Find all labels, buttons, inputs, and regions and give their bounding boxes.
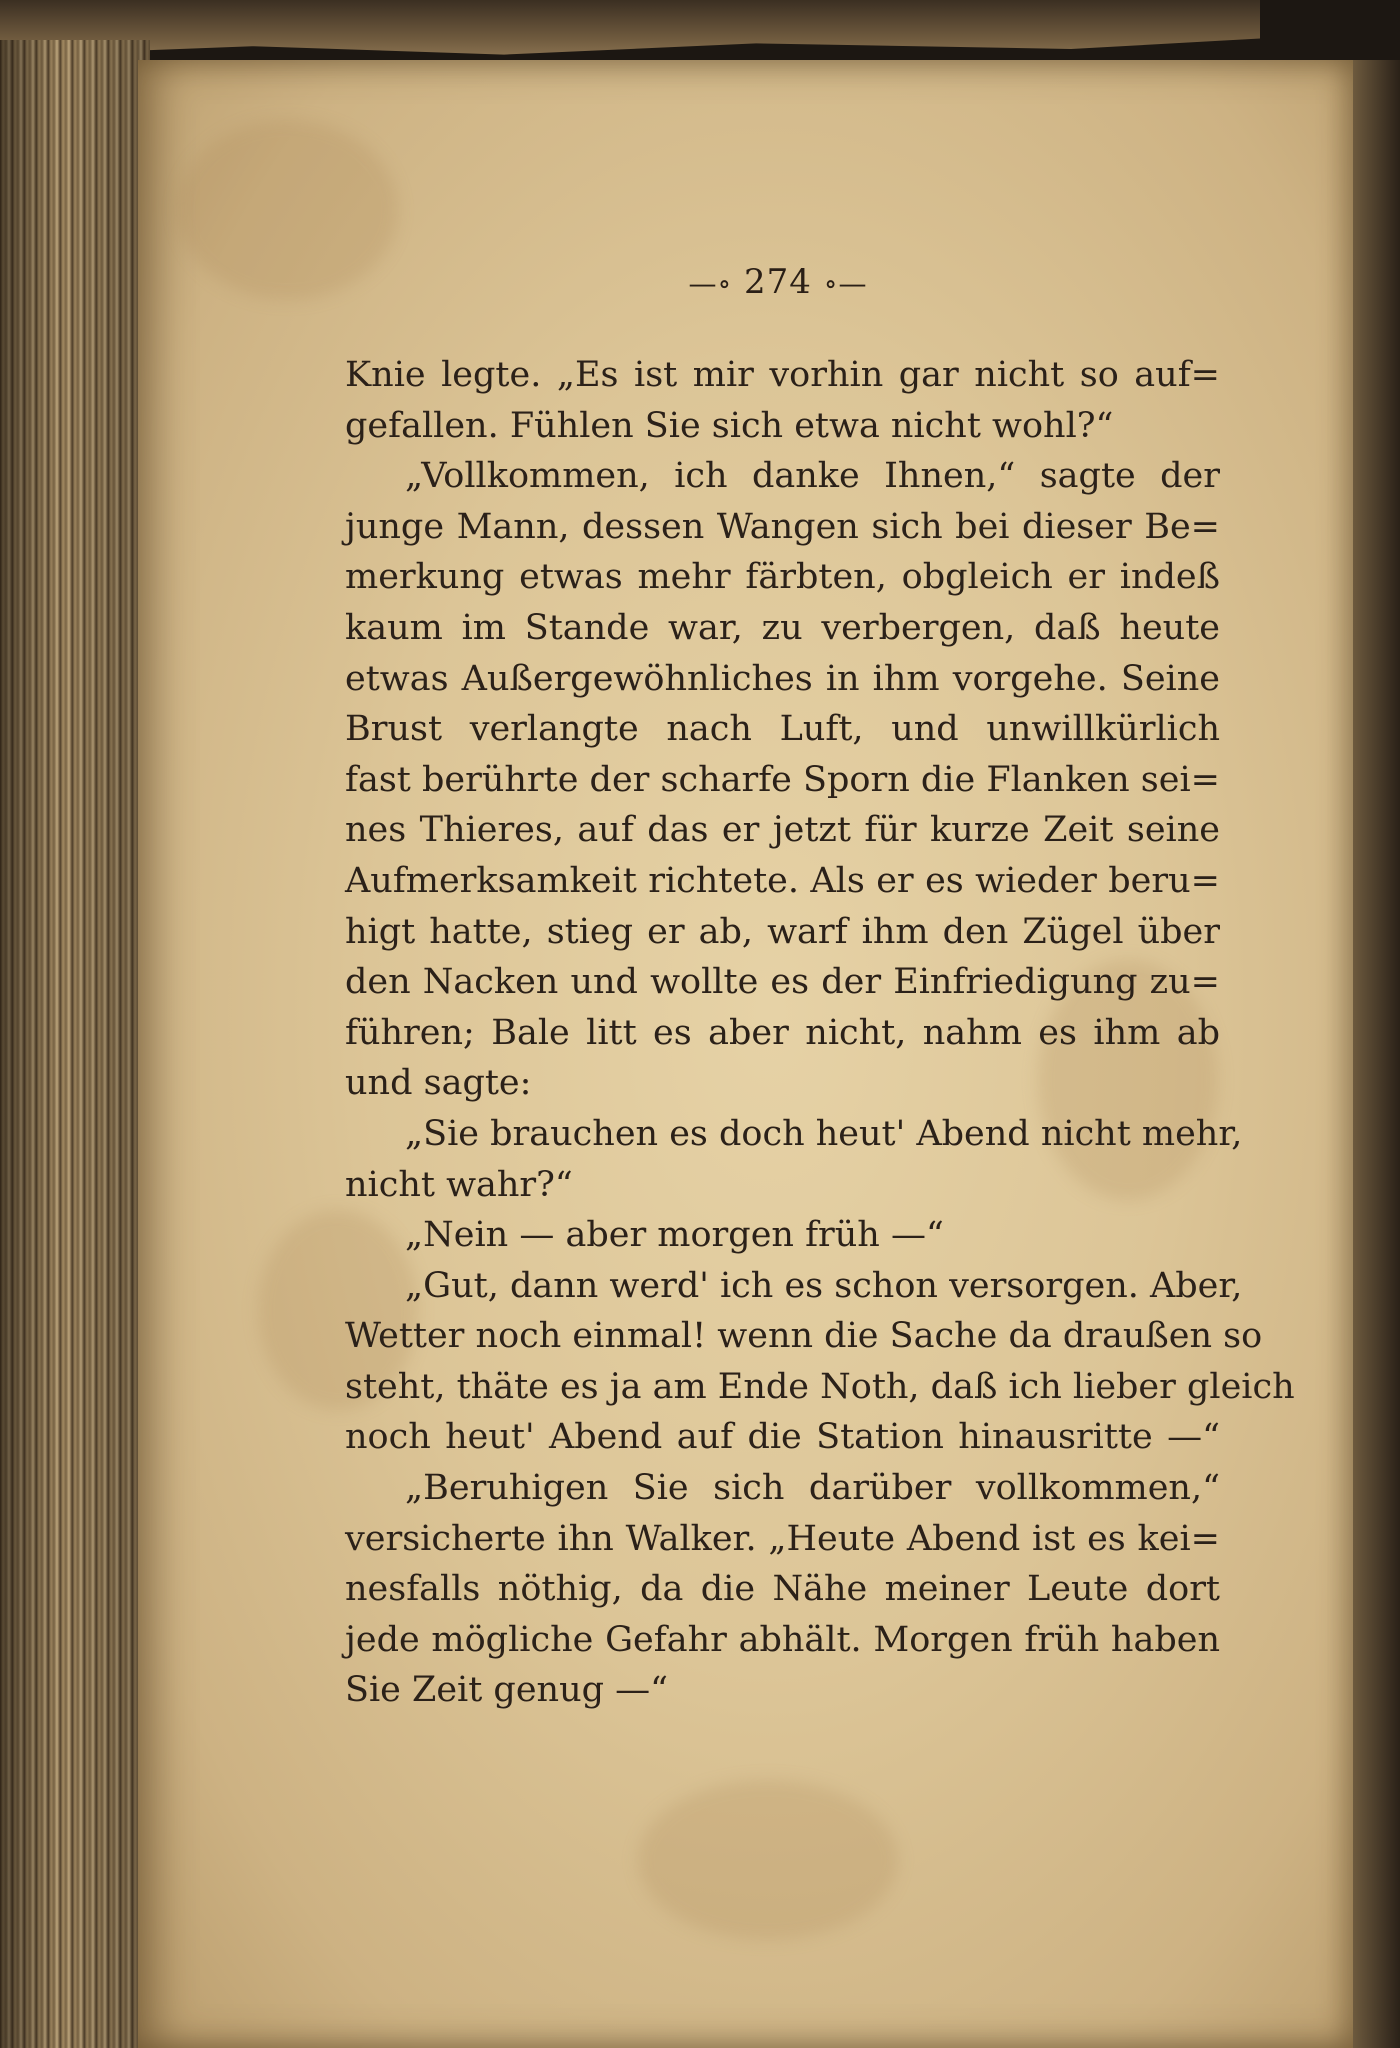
text-line: nes Thieres, auf das er jetzt für kurze Zeit seine: [345, 810, 1220, 851]
text-line: Brust verlangte nach Luft, und unwillkürlich: [345, 709, 1220, 750]
text-line: Wetter noch einmal! wenn die Sache da draußen so: [345, 1316, 1263, 1357]
text-line: nicht wahr?“: [345, 1164, 573, 1205]
text-line: versicherte ihn Walker. „Heute Abend ist es kei=: [345, 1518, 1220, 1559]
text-line: nesfalls nöthig, da die Nähe meiner Leute dort: [345, 1569, 1220, 1610]
text-line: merkung etwas mehr färbten, obgleich er indeß: [345, 557, 1220, 598]
text-line: steht, thäte es ja am Ende Noth, daß ich lieber gleich: [345, 1366, 1295, 1407]
text-line: Aufmerksamkeit richtete. Als er es wieder beru=: [345, 860, 1220, 901]
text-line: junge Mann, dessen Wangen sich bei dieser Be=: [345, 506, 1220, 547]
text-line: „Beruhigen Sie sich darüber vollkommen,“: [405, 1468, 1220, 1509]
book-page-edges: [0, 40, 150, 2048]
page-number: [648, 262, 908, 302]
text-line: „Nein — aber morgen früh —“: [405, 1215, 944, 1256]
body-text: [345, 350, 1295, 1716]
text-line: fast berührte der scharfe Sporn die Flanken sei=: [345, 759, 1220, 800]
text-line: noch heut' Abend auf die Station hinausritte —“: [345, 1417, 1220, 1458]
foxing-spot: [178, 120, 398, 300]
text-line: higt hatte, stieg er ab, warf ihm den Zügel über: [345, 911, 1220, 952]
text-line: Knie legte. „Es ist mir vorhin gar nicht so auf=: [345, 355, 1220, 395]
page-number-suffix: ∘—: [823, 267, 868, 300]
text-line: „Gut, dann werd' ich es schon versorgen. Aber,: [405, 1265, 1243, 1306]
text-line: „Vollkommen, ich danke Ihnen,“ sagte der: [405, 456, 1220, 497]
foxing-spot: [638, 1780, 898, 1940]
text-line: führen; Bale litt es aber nicht, nahm es ihm ab: [345, 1012, 1220, 1053]
text-line: „Sie brauchen es doch heut' Abend nicht mehr,: [405, 1113, 1243, 1154]
page-number-prefix: —∘: [688, 267, 733, 300]
text-line: kaum im Stande war, zu verbergen, daß heute: [345, 607, 1220, 648]
book-right-edge: [1353, 60, 1400, 2048]
text-line: Sie Zeit genug —“: [345, 1670, 669, 1711]
page-number-value: 274: [744, 262, 812, 302]
text-line: jede mögliche Gefahr abhält. Morgen früh haben: [345, 1619, 1220, 1660]
text-line: etwas Außergewöhnliches in ihm vorgehe. Seine: [345, 658, 1220, 699]
text-line: gefallen. Fühlen Sie sich etwa nicht wohl?“: [345, 405, 1114, 446]
text-line: den Nacken und wollte es der Einfriedigung zu=: [345, 962, 1220, 1003]
text-line: und sagte:: [345, 1063, 532, 1104]
